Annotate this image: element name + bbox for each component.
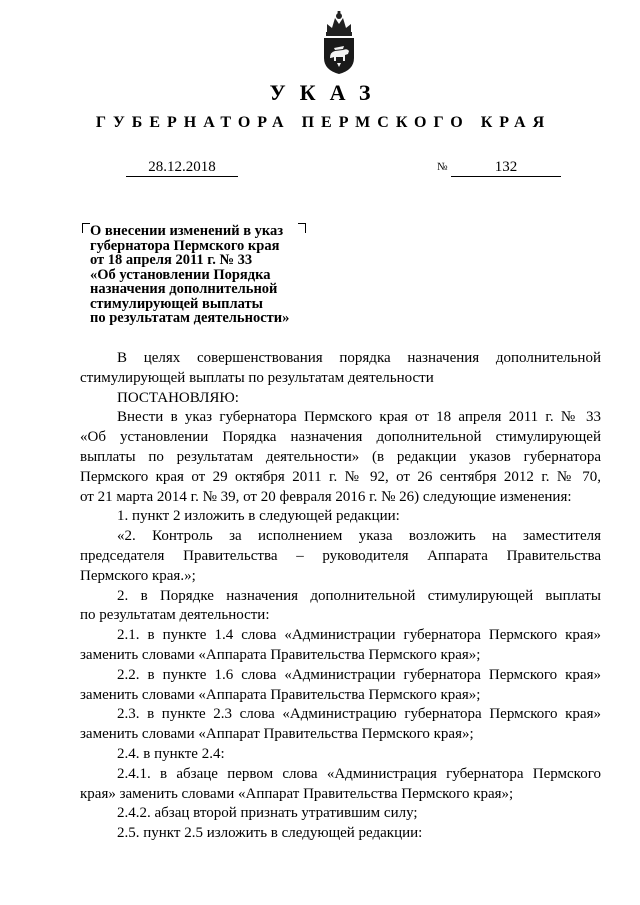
subject-line: по результатам деятельности» [90,310,290,326]
subject-line: О внесении изменений в указ [90,223,284,239]
body-line: 2.2. в пункте 1.6 слова «Администрации губернатора Пермского края» [117,666,601,683]
body-line: 2.4.1. в абзаце первом слова «Администрация губернатора Пермского [117,765,601,782]
body-line: Внести в указ губернатора Пермского края от 18 апреля 2011 г. № 33 [117,409,601,426]
document-number: 132 [451,158,561,177]
subject-line: от 18 апреля 2011 г. № 33 [90,252,253,268]
body-line: Пермского края.»; [80,567,196,584]
subject-bracket-left [82,223,90,233]
document-date: 28.12.2018 [126,158,238,177]
body-line: 1. пункт 2 изложить в следующей редакции: [117,508,400,525]
body-line: по результатам деятельности: [80,607,270,624]
body-line: 2. в Порядке назначения дополнительной стимулирующей выплаты [117,587,601,604]
subject-line: «Об установлении Порядка [90,266,271,283]
body-line: стимулирующей выплаты по результатам деятельности [80,369,434,386]
body-line: «Об установлении Порядка назначения дополнительной стимулирующей [80,429,601,446]
document-body [80,349,601,844]
body-line: В целях совершенствования порядка назначения дополнительной [117,350,601,366]
coat-of-arms-icon [321,10,357,76]
body-line: выплаты по результатам деятельности» (в редакции указов губернатора [80,448,601,465]
body-line: 2.4.2. абзац второй признать утратившим силу; [117,805,418,822]
body-line: заменить словами «Аппарата Правительства Пермского края»; [80,646,481,663]
document-type-title: УКАЗ [269,80,385,105]
body-line: «2. Контроль за исполнением указа возложить на заместителя [117,528,601,545]
subject-line: губернатора Пермского края [90,237,280,254]
body-line: 2.1. в пункте 1.4 слова «Администрации губернатора Пермского края» [117,627,601,644]
body-line: заменить словами «Аппарата Правительства Пермского края»; [80,686,481,703]
document-subject [90,224,320,326]
body-line: заменить словами «Аппарат Правительства Пермского края»; [80,726,474,743]
body-line: от 21 марта 2014 г. № 39, от 20 февраля 2016 г. № 26) следующие изменения: [80,488,572,505]
issuer-title: ГУБЕРНАТОРА ПЕРМСКОГО КРАЯ [95,114,552,131]
body-line: председателя Правительства – руководителя Аппарата Правительства [80,547,601,564]
number-sign: № [437,161,448,173]
body-line: 2.4. в пункте 2.4: [117,745,225,762]
body-line: края» заменить словами «Аппарат Правительства Пермского края»; [80,785,514,802]
subject-line: назначения дополнительной [90,281,278,297]
body-line: 2.3. в пункте 2.3 слова «Администрацию губернатора Пермского края» [117,706,601,723]
body-line: ПОСТАНОВЛЯЮ: [117,389,239,406]
subject-line: стимулирующей выплаты [90,295,263,312]
body-line: Пермского края от 29 октября 2011 г. № 92, от 26 сентября 2012 г. № 70, [80,468,601,485]
body-line: 2.5. пункт 2.5 изложить в следующей редакции: [117,825,423,842]
